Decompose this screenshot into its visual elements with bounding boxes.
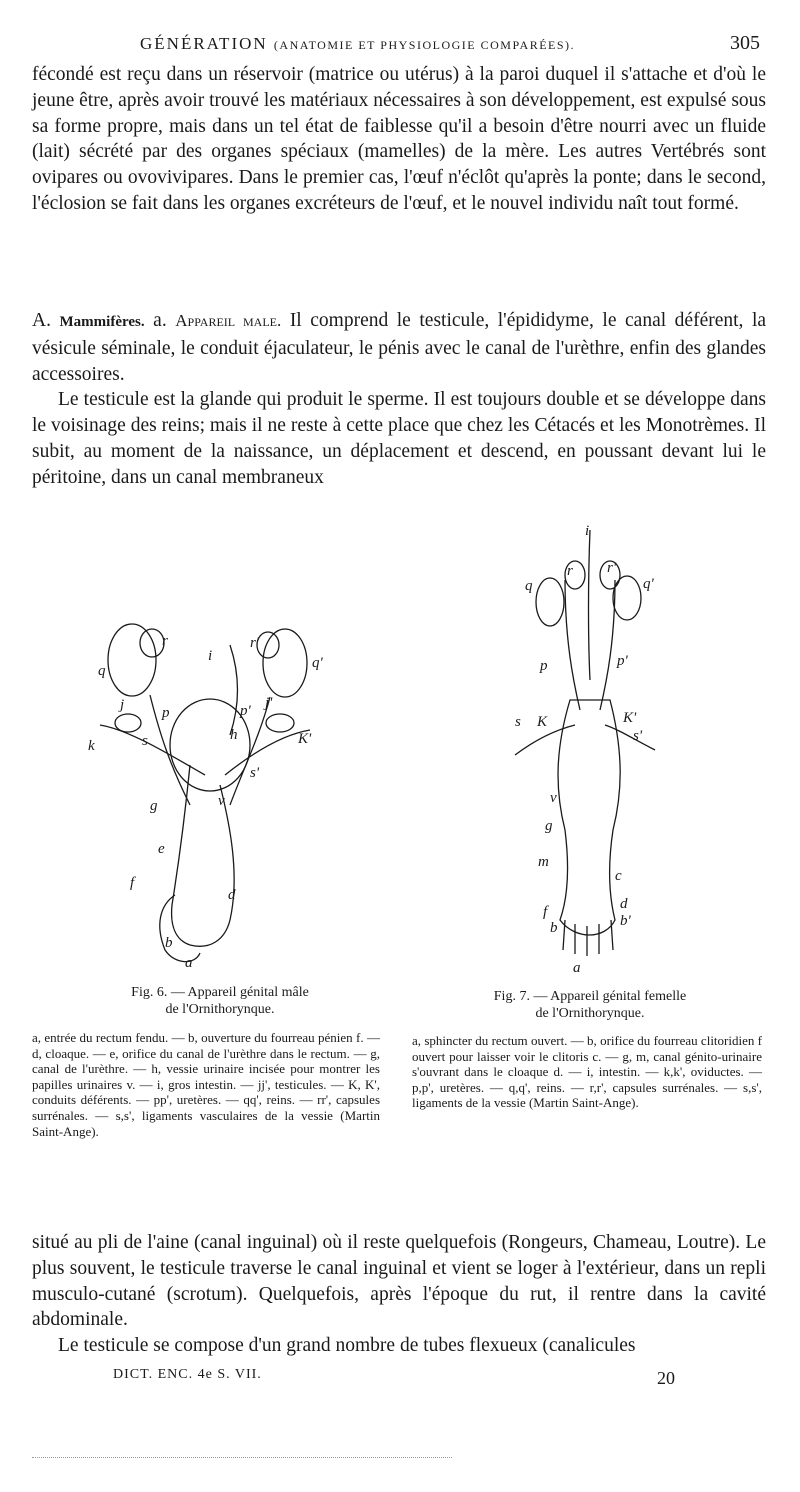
figure-6-title-line1: Fig. 6. — Appareil génital mâle [131,985,309,1000]
figure-7-title-line1: Fig. 7. — Appareil génital femelle [493,989,687,1004]
fig7-label-b-prime: b' [620,913,631,929]
fig6-label-s: s [142,733,148,749]
fig7-label-k: K [537,714,548,730]
subsection-heading: Appareil male. [175,311,282,330]
inguinal-paragraph: situé au pli de l'aine (canal inguinal) où il reste quelquefois (Rongeurs, Chameau, Loutre). Le plus souvent, le testicule traverse le canal inguinal et vient se loger à l'extérieur, dans un repli musculo-cutané (scrotum). Quelquefois, après l'époque du rut, il rentre dans la cavité abdominale. [32,1232,766,1331]
section-text-block [32,308,766,491]
running-head-subtitle: (ANATOMIE ET PHYSIOLOGIE COMPARÉES). [273,38,576,52]
figure-7-caption: a, sphincter du rectum ouvert. — b, orifice du fourreau clitoridien f ouvert pour laisser voir le clitoris c. — g, m, canal génito-urinaire s'ouvrant dans le cloaque d. — i, intestin. — k,k', oviductes. — p,p', uretères. — q,q', reins. — r,r', capsules surrénales. — s,s', ligaments de la vessie (Martin Saint-Ange). [412,1033,762,1111]
sphincter [563,920,613,956]
figure-6-title-line2: de l'Ornithorynque. [165,1002,275,1017]
adrenal-right [257,632,279,658]
fig7-label-q: q [525,578,533,594]
fig7-label-q-prime: q' [643,576,654,592]
figure-6-caption: a, entrée du rectum fendu. — b, ouverture du fourreau pénien f. — d, cloaque. — e, orifice du canal de l'urèthre dans le rectum. — g, canal de l'urèthre. — h, vessie urinaire incisée pour montrer les papilles urinaires v. — i, gros intestin. — jj', testicules. — K, K', conduits déférents. — pp', uretères. — qq', reins. — rr', capsules surrénales. — s,s', ligaments vasculaires de la vessie (Martin Saint-Ange). [32,1030,380,1139]
running-head [0,34,800,58]
section-heading: Mammifères. [59,314,145,330]
bladder [170,699,250,791]
fig6-label-v: v [218,793,225,809]
fig6-label-s-prime: s' [250,765,260,781]
fig6-label-q: q [98,663,106,679]
testis-left [115,714,141,732]
fig6-label-d: d [228,887,236,903]
running-head-main: GÉNÉRATION [140,34,268,53]
fig6-label-r-prime: r' [250,635,260,651]
fig6-label-p: p [162,705,170,721]
subsection-letter: a. [153,310,167,331]
fig6-label-q-prime: q' [312,655,323,671]
testis-right [266,714,294,732]
fig7-label-d: d [620,896,628,912]
bottom-dotted-rule [32,1457,452,1458]
section-a-text: Il comprend le testicule, l'épididyme, le canal déférent, la vésicule séminale, le conduit éjaculateur, le pénis avec le canal de l'urèthre, enfin des glandes accessoires. [32,310,767,385]
fig6-label-k: k [88,738,95,754]
figure-6-illustration [80,605,350,975]
fig7-label-p: p [540,658,548,674]
footer-sheet-number: 20 [657,1368,675,1388]
figure-7-illustration [495,520,685,975]
upper-text-block [32,62,766,217]
canalicules-paragraph: Le testicule se compose d'un grand nombre de tubes flexueux (canalicules [58,1335,636,1357]
fig7-label-s: s [515,714,521,730]
fig7-label-i: i [585,523,590,539]
fig7-label-r: r [567,563,573,579]
intestine [589,530,591,680]
fig7-label-r-prime: r' [607,560,617,576]
fig6-label-i: i [208,648,213,664]
section-a-paragraph [32,308,766,387]
penile-sheath [160,895,200,962]
kidney-left [536,578,564,626]
fig6-label-p-prime: p' [240,703,251,719]
fig6-label-a: a [185,955,193,971]
running-head-title [140,34,575,54]
figure-7-title-line2: de l'Ornithorynque. [535,1006,645,1021]
fig6-label-g: g [150,798,158,814]
fig7-label-f: f [543,904,548,920]
fig7-label-c: c [615,868,622,884]
fig7-label-m: m [538,854,549,870]
testicule-paragraph: Le testicule est la glande qui produit le sperme. Il est toujours double et se développe dans le voisinage des reins; mais il ne reste à cette place que chez les Cétacés et les Monotrèmes. Il subit, au moment de la naissance, un déplacement et descend, en poussant devant lui le péritoine, dans un canal membraneux [32,389,766,488]
kidney-right [263,629,307,697]
fig6-label-h: h [230,727,238,743]
intestine [230,645,238,735]
fig6-label-b: b [165,935,173,951]
urogenital-canal [558,700,620,935]
ureter-left [565,580,580,710]
fig6-label-j: j [120,697,125,713]
lower-text-block [32,1230,766,1359]
fig6-label-e: e [158,841,165,857]
kidney-left [108,624,156,696]
fig7-label-b: b [550,920,558,936]
fig6-label-j-prime: j' [265,695,273,711]
section-letter: A. [32,310,51,331]
fig6-label-r: r [162,633,168,649]
fig7-label-v: v [550,790,557,806]
fig7-label-p-prime: p' [617,653,628,669]
fig6-label-f: f [130,875,135,891]
oviduct-right [605,725,655,750]
paragraph-continuation: fécondé est reçu dans un réservoir (matrice ou utérus) à la paroi duquel il s'attache et d'où le jeune être, après avoir trouvé les matériaux nécessaires à son développement, est expulsé sous sa forme propre, mais dans un tel état de faiblesse qu'il a besoin d'être nourri avec un fluide (lait) sécrété par des organes spéciaux (mamelles) de la mère. Les autres Vertébrés sont ovipares ou ovovivipares. Dans le premier cas, l'œuf n'éclôt qu'après la ponte; dans le second, l'éclosion se fait dans les organes excréteurs de l'œuf, et le nouvel individu naît tout formé. [32,64,766,214]
fig7-label-a: a [573,960,581,975]
kidney-right [613,576,641,620]
page-number: 305 [730,32,760,54]
fig7-label-g: g [545,818,553,834]
figure-6-title [70,984,370,1018]
adrenal-left [140,629,164,657]
fig6-label-k-prime: K' [298,731,312,747]
figure-7-title [430,988,750,1022]
fig7-label-k-prime: K' [623,710,637,726]
footer-signature: DICT. ENC. 4e S. VII. [113,1367,262,1382]
urethral-canal [172,765,235,946]
fig7-label-s-prime: s' [633,728,643,744]
